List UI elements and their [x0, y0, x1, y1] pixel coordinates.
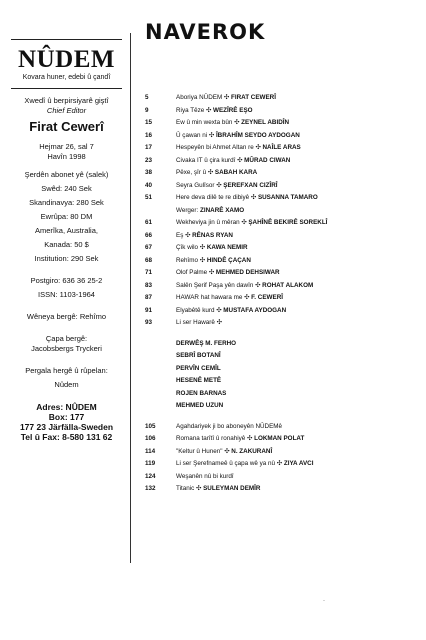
toc-entry-text	[176, 292, 283, 305]
toc-title: Agahdariyek ji bo aboneyên NÛDEMê	[176, 422, 283, 430]
toc-title: Titanic ✣	[176, 485, 202, 492]
toc-page-number: 68	[145, 256, 153, 264]
toc-page-number: 83	[145, 281, 153, 289]
toc-title: Seyra Gulîsor ✣	[176, 181, 222, 189]
toc-title: Olof Palme ✣	[176, 269, 215, 276]
subscription-item: Skandinavya: 280 Sek	[29, 198, 104, 207]
toc-title: Werger:	[176, 206, 199, 214]
postgiro: Postgiro: 636 36 25-2	[30, 276, 103, 285]
toc-entry	[145, 130, 415, 143]
toc-author: F. CEWERÎ	[251, 294, 283, 301]
toc-entry	[145, 471, 415, 484]
toc-entry-text	[176, 350, 221, 363]
issue-number: Hejmar 26, sal 7	[39, 142, 94, 151]
toc-author: N. ZAKURANÎ	[231, 447, 273, 455]
top-rule	[11, 39, 122, 40]
toc-entry	[145, 446, 415, 459]
toc-entry	[145, 217, 415, 230]
toc-page-number: 38	[145, 169, 153, 176]
toc-page-number: 105	[145, 422, 156, 430]
toc-entry	[145, 105, 415, 118]
subscription-item: Institution: 290 Sek	[34, 254, 99, 263]
toc-page-number: 17	[145, 144, 153, 151]
page-mark: ·	[323, 598, 325, 604]
toc-author: LOKMAN POLAT	[254, 435, 305, 442]
toc-entry-text	[176, 105, 253, 118]
toc-page-number: 9	[145, 106, 149, 114]
toc-entry	[145, 305, 415, 318]
toc-entry-text	[176, 155, 290, 168]
tagline: Kovara huner, edebi û çandî	[22, 74, 111, 81]
toc-entry-text	[176, 280, 313, 293]
toc-entry	[145, 388, 415, 401]
toc-entry-text	[176, 205, 244, 218]
toc-page-number: 124	[145, 472, 156, 480]
toc-author: HINDÊ ÇAÇAN	[206, 256, 251, 264]
toc-title: Salên Şerif Paşa yên dawîn ✣	[176, 281, 261, 289]
toc-entry-text	[176, 117, 289, 130]
toc-entry	[145, 350, 415, 363]
subscription-item: Swêd: 240 Sek	[41, 184, 92, 193]
page-title: NAVEROK	[145, 20, 266, 44]
subscription-item: Amerîka, Australia,	[35, 226, 98, 235]
toc-entry	[145, 92, 415, 105]
toc-entry-text	[176, 446, 272, 459]
issue-season: Havîn 1998	[47, 152, 86, 161]
toc-title: Pêxe, şîr û ✣	[176, 169, 214, 176]
toc-author: MUSTAFA AYDOGAN	[223, 306, 287, 314]
toc-author: MÛRAD CIWAN	[244, 156, 291, 164]
toc-entry-text	[176, 180, 278, 193]
toc-title: Û çawan ni ✣	[176, 131, 215, 139]
toc-title: Rehîmo ✣	[176, 256, 206, 264]
toc-author: ZIYA AVCI	[283, 460, 314, 467]
toc-page-number: 119	[145, 460, 156, 467]
address-title: Adres: NÛDEM	[36, 402, 97, 412]
toc-entry	[145, 400, 415, 413]
toc-title: Romana tarîtî û ronahiyê ✣	[176, 435, 253, 442]
toc-entry	[145, 421, 415, 434]
toc-entry	[145, 230, 415, 243]
toc-entry	[145, 363, 415, 376]
cover-image-credit: Wêneya bergê: Rehîmo	[26, 312, 107, 321]
toc-author: ŞAHÎNÊ BEKIRÊ SOREKLÎ	[248, 219, 328, 226]
toc-title: Aboriya NÛDEM ✣	[176, 94, 230, 101]
editor-name: Firat Cewerî	[29, 119, 104, 134]
toc-entry	[145, 483, 415, 496]
colophon-sidebar	[3, 33, 131, 563]
toc-page-number: 15	[145, 119, 153, 126]
toc-title: Ew û min wexta bûn ✣	[176, 119, 240, 126]
toc-entry-text	[176, 305, 286, 318]
toc-page-number: 132	[145, 485, 156, 492]
toc-entry-text	[176, 388, 226, 401]
toc-author: SEBRÎ BOTANÎ	[176, 352, 221, 359]
masthead: NÛDEM	[18, 46, 115, 73]
toc-entry-text	[176, 230, 233, 243]
toc-page-number: 51	[145, 194, 153, 201]
toc-author: ROJEN BARNAS	[176, 389, 227, 397]
toc-page-number: 16	[145, 131, 153, 139]
phone-fax: Tel û Fax: 8-580 131 62	[20, 432, 113, 442]
toc-entry	[145, 180, 415, 193]
toc-author: SUSANNA TAMARO	[257, 194, 318, 201]
toc-entry	[145, 292, 415, 305]
toc-author: WEZÎRÊ EŞO	[213, 106, 253, 114]
toc-entry-text	[176, 363, 221, 376]
toc-page-number: 91	[145, 306, 153, 314]
issn: ISSN: 1103-1964	[38, 290, 95, 299]
subscription-title: Şerdên abonet yê (salek)	[24, 170, 109, 179]
editor-role-en: Chief Editor	[46, 106, 87, 115]
toc-entry	[145, 317, 415, 330]
toc-page-number: 66	[145, 231, 153, 239]
toc-title: "Keltur û Hunen" ✣	[176, 447, 230, 455]
toc-title: Li ser Hawarê ✣	[176, 319, 222, 326]
toc-entry	[145, 192, 415, 205]
toc-entry	[145, 117, 415, 130]
table-of-contents	[145, 92, 415, 496]
toc-entry	[145, 155, 415, 168]
toc-entry	[145, 142, 415, 155]
toc-author: ZINARÊ XAMO	[200, 206, 245, 214]
editor-role: Xwedî û berpirsiyarê giştî	[24, 96, 109, 105]
subscription-item: Ewrûpa: 80 DM	[40, 212, 93, 221]
toc-title: Wekheviya jin û mêran ✣	[176, 219, 247, 226]
toc-entry-text	[176, 317, 222, 330]
toc-page-number: 40	[145, 181, 153, 189]
toc-entry	[145, 267, 415, 280]
toc-entry	[145, 242, 415, 255]
layout-value: Nûdem	[54, 380, 79, 389]
toc-entry-text	[176, 142, 301, 155]
toc-entry-text	[176, 433, 304, 446]
layout-label: Pergala hergê û rûpelan:	[25, 366, 108, 375]
toc-title: Civaka IT û çira kurdî ✣	[176, 156, 243, 164]
toc-title: Çîk wilo ✣	[176, 244, 206, 251]
toc-entry-text	[176, 242, 248, 255]
toc-author: PERVÎN CEMÎL	[176, 364, 221, 372]
toc-author: RÊNAS RYAN	[192, 231, 233, 239]
toc-title: Li ser Şerefnameê û çapa wê ya nû ✣	[176, 460, 283, 467]
toc-entry-text	[176, 375, 221, 388]
toc-author: ROHAT ALAKOM	[262, 281, 314, 289]
toc-author: FIRAT CEWERÎ	[230, 94, 276, 101]
toc-entry	[145, 205, 415, 218]
toc-title: Riya Têze ✣	[176, 106, 212, 114]
toc-page-number: 5	[145, 94, 149, 101]
address-box: Box: 177	[48, 412, 85, 422]
toc-entry	[145, 167, 415, 180]
toc-entry	[145, 280, 415, 293]
subscription-item: Kanada: 50 $	[44, 240, 89, 249]
toc-entry	[145, 338, 415, 351]
toc-entry-text	[176, 400, 223, 413]
toc-entry	[145, 458, 415, 471]
toc-title: Here deva dilê te re dibiyê ✣	[176, 194, 257, 201]
toc-author: ŞEREFXAN CIZÎRÎ	[223, 181, 278, 189]
toc-title: Eş ✣	[176, 231, 191, 239]
toc-entry	[145, 433, 415, 446]
print-value: Jacobsbergs Tryckeri	[31, 344, 102, 353]
toc-page-number: 23	[145, 156, 153, 164]
toc-author: MEHMED UZUN	[176, 402, 224, 409]
toc-page-number: 67	[145, 244, 153, 251]
toc-entry	[145, 255, 415, 268]
toc-entry-text	[176, 130, 300, 143]
divider	[11, 88, 122, 89]
toc-title: Elyabêtê kurd ✣	[176, 306, 222, 314]
toc-author: ZEYNEL ABIDÎN	[241, 119, 290, 126]
toc-author: ÎBRAHÎM SEYDO AYDOGAN	[215, 131, 300, 139]
toc-page-number: 71	[145, 269, 153, 276]
toc-entry-text	[176, 192, 318, 205]
toc-author: SABAH KARA	[214, 169, 258, 176]
toc-entry-text	[176, 338, 236, 351]
toc-entry-text	[176, 255, 251, 268]
toc-author: DERWÊŞ M. FERHO	[176, 339, 237, 347]
toc-entry-text	[176, 167, 257, 180]
toc-title: Weşanên nû bi kurdî	[176, 472, 234, 480]
toc-entry-text	[176, 458, 313, 471]
toc-entry-text	[176, 267, 280, 280]
toc-entry-text	[176, 421, 282, 434]
toc-author: KAWA NEMIR	[206, 244, 248, 251]
toc-page-number: 61	[145, 219, 153, 226]
print-label: Çapa bergê:	[45, 334, 88, 343]
toc-author: NAÎLE ARAS	[262, 144, 301, 151]
toc-title: Hespeyên bi Ahmet Altan re ✣	[176, 144, 261, 151]
toc-entry-text	[176, 217, 327, 230]
toc-page-number: 87	[145, 294, 153, 301]
toc-title: HAWAR hat hawara me ✣	[176, 294, 250, 301]
toc-author: MEHMED DEHSIWAR	[215, 269, 280, 276]
toc-entry-text	[176, 471, 234, 484]
toc-page-number: 114	[145, 447, 156, 455]
toc-page-number: 93	[145, 319, 153, 326]
toc-page-number: 106	[145, 435, 156, 442]
toc-entry-text	[176, 483, 260, 496]
toc-author: HESENÊ METÊ	[176, 377, 222, 384]
toc-entry-text	[176, 92, 276, 105]
address-city: 177 23 Järfälla-Sweden	[19, 422, 114, 432]
toc-author: SULEYMAN DEMÎR	[203, 485, 261, 492]
toc-entry	[145, 375, 415, 388]
